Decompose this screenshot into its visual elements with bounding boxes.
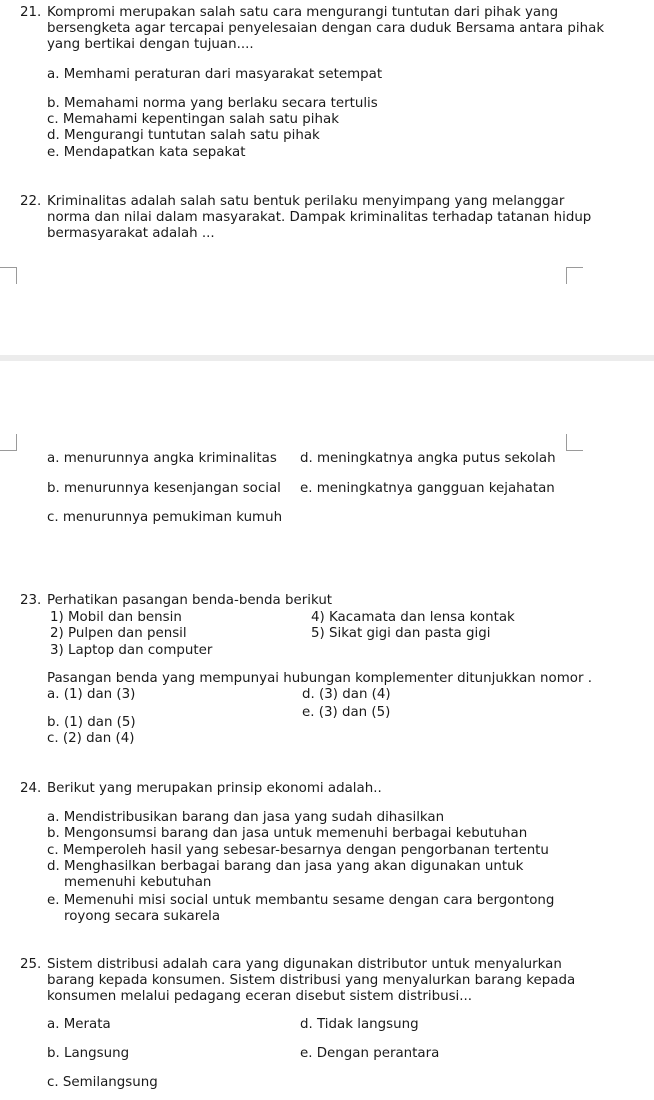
q24-text-line: Berikut yang merupakan prinsip ekonomi adalah.. — [47, 781, 382, 796]
q23-option-a: a. (1) dan (3) — [47, 687, 136, 702]
q23-item-5: 5) Sikat gigi dan pasta gigi — [311, 626, 491, 641]
q25-number: 25. — [20, 957, 42, 972]
crop-corner-top-right — [566, 267, 583, 284]
q25-option-e: e. Dengan perantara — [300, 1046, 440, 1061]
q22-option-b: b. menurunnya kesenjangan social — [47, 481, 281, 496]
q24-option-a: a. Mendistribusikan barang dan jasa yang sudah dihasilkan — [47, 810, 445, 825]
q23-number: 23. — [20, 593, 42, 608]
q24-number: 24. — [20, 781, 42, 796]
q22-text-line: Kriminalitas adalah salah satu bentuk perilaku menyimpang yang melanggar — [47, 194, 565, 209]
q21-option-b: b. Memahami norma yang berlaku secara tertulis — [47, 96, 378, 111]
q21-text-line: bersengketa agar tercapai penyelesaian dengan cara duduk Bersama antara pihak — [47, 21, 605, 36]
q24-option-e: e. Memenuhi misi social untuk membantu sesame dengan cara bergontong — [47, 893, 555, 908]
q21-option-e: e. Mendapatkan kata sepakat — [47, 145, 246, 160]
q22-option-e: e. meningkatnya gangguan kejahatan — [300, 481, 555, 496]
q25-option-c: c. Semilangsung — [47, 1075, 158, 1090]
q25-text-line: Sistem distribusi adalah cara yang digunakan distributor untuk menyalurkan — [47, 957, 562, 972]
q25-option-d: d. Tidak langsung — [300, 1017, 419, 1032]
q23-item-4: 4) Kacamata dan lensa kontak — [311, 610, 515, 625]
q23-option-b: b. (1) dan (5) — [47, 715, 136, 730]
q22-option-a: a. menurunnya angka kriminalitas — [47, 451, 277, 466]
crop-corner-top-left — [0, 267, 17, 284]
q23-option-d: d. (3) dan (4) — [302, 687, 391, 702]
q25-text-line: barang kepada konsumen. Sistem distribusi yang menyalurkan barang kepada — [47, 973, 576, 988]
q23-item-1: 1) Mobil dan bensin — [50, 610, 182, 625]
q23-question: Pasangan benda yang mempunyai hubungan komplementer ditunjukkan nomor . — [47, 671, 592, 686]
crop-corner-bottom-left — [0, 434, 17, 451]
q21-option-d: d. Mengurangi tuntutan salah satu pihak — [47, 128, 320, 143]
q23-option-e: e. (3) dan (5) — [302, 705, 391, 720]
q25-text-line: konsumen melalui pedagang eceran disebut sistem distribusi... — [47, 989, 473, 1004]
q23-text-line: Perhatikan pasangan benda-benda berikut — [47, 593, 333, 608]
q24-option-c: c. Memperoleh hasil yang sebesar-besarnya dengan pengorbanan tertentu — [47, 843, 549, 858]
q23-item-3: 3) Laptop dan computer — [50, 643, 213, 658]
q25-option-b: b. Langsung — [47, 1046, 130, 1061]
q22-option-c: c. menurunnya pemukiman kumuh — [47, 510, 283, 525]
q24-option-b: b. Mengonsumsi barang dan jasa untuk memenuhi berbagai kebutuhan — [47, 826, 528, 841]
q23-option-c: c. (2) dan (4) — [47, 731, 135, 746]
q22-number: 22. — [20, 194, 42, 209]
q23-item-2: 2) Pulpen dan pensil — [50, 626, 187, 641]
q24-option-d-continuation: memenuhi kebutuhan — [64, 875, 212, 890]
q21-option-a: a. Memhami peraturan dari masyarakat setempat — [47, 67, 383, 82]
q24-option-e-continuation: royong secara sukarela — [64, 909, 221, 924]
q21-option-c: c. Memahami kepentingan salah satu pihak — [47, 112, 339, 127]
q21-number: 21. — [20, 5, 42, 20]
q22-text-line: norma dan nilai dalam masyarakat. Dampak kriminalitas terhadap tatanan hidup — [47, 210, 592, 225]
q22-text-line: bermasyarakat adalah ... — [47, 226, 215, 241]
q24-option-d: d. Menghasilkan berbagai barang dan jasa yang akan digunakan untuk — [47, 859, 524, 874]
q21-text-line: Kompromi merupakan salah satu cara mengurangi tuntutan dari pihak yang — [47, 5, 559, 20]
crop-corner-bottom-right — [566, 434, 583, 451]
q22-option-d: d. meningkatnya angka putus sekolah — [300, 451, 556, 466]
q25-option-a: a. Merata — [47, 1017, 111, 1032]
page-separator — [0, 355, 654, 361]
q21-text-line: yang bertikai dengan tujuan.... — [47, 37, 254, 52]
